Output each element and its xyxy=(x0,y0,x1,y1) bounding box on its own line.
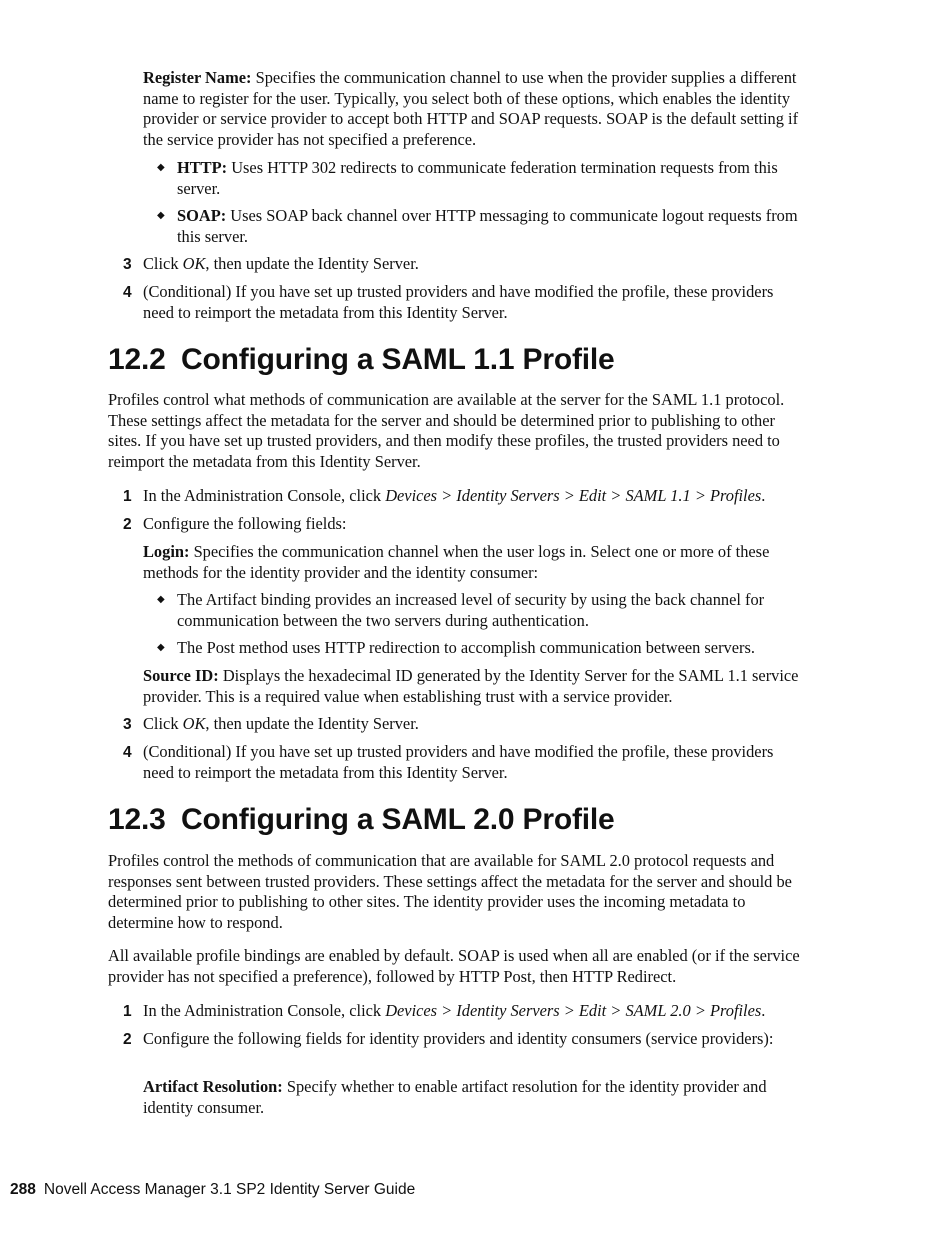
source-id-label: Source ID: xyxy=(143,666,219,685)
register-name-paragraph xyxy=(143,68,803,150)
ok-reference: OK xyxy=(182,714,206,733)
step-1-saml11 xyxy=(123,486,803,507)
step-number: 2 xyxy=(123,1031,132,1048)
step-text: In the Administration Console, click xyxy=(143,1001,386,1020)
section-12-3-intro-1 xyxy=(108,851,803,933)
step-text: , then update the Identity Server. xyxy=(205,254,419,273)
step-text: In the Administration Console, click xyxy=(143,486,386,505)
bullet-post xyxy=(157,638,803,659)
step-text: Click xyxy=(143,254,183,273)
bullet-text: The Artifact binding provides an increased level of security by using the back channel for communication between the two servers during authentication. xyxy=(177,590,765,630)
step-3-top xyxy=(123,254,803,275)
section-heading-12-2 xyxy=(108,342,614,378)
section-number: 12.3 xyxy=(108,803,166,836)
bullet-text: Uses HTTP 302 redirects to communicate federation termination requests from this server. xyxy=(177,158,778,198)
step-4-saml11 xyxy=(123,742,803,783)
section-title: Configuring a SAML 1.1 Profile xyxy=(181,343,615,376)
paragraph-text: Profiles control what methods of communication are available at the server for the SAML 1.1 protocol. These settings affect the metadata for the server and should be determined prior to publishing to other sites. If you have set up trusted providers, and then modify these profiles, the trusted providers need to reimport the metadata from this Identity Server. xyxy=(108,390,785,471)
step-number: 3 xyxy=(123,256,132,273)
bullet-diamond-icon: ◆ xyxy=(157,162,165,173)
step-4-top xyxy=(123,282,803,323)
bullet-diamond-icon: ◆ xyxy=(157,642,165,653)
register-name-text: Specifies the communication channel to use when the provider supplies a different name to register for the user. Typically, you select both of these options, which enables the identity provider or service provider to accept both HTTP and SOAP requests. SOAP is the default setting if the service provider has not specified a preference. xyxy=(143,68,799,149)
login-text: Specifies the communication channel when the user logs in. Select one or more of these methods for the identity provider and the identity consumer: xyxy=(143,542,770,582)
section-title: Configuring a SAML 2.0 Profile xyxy=(181,803,615,836)
bullet-diamond-icon: ◆ xyxy=(157,210,165,221)
source-id-text: Displays the hexadecimal ID generated by the Identity Server for the SAML 1.1 service provider. This is a required value when establishing trust with a service provider. xyxy=(143,666,799,706)
step-2-saml11 xyxy=(123,514,803,535)
step-number: 2 xyxy=(123,516,132,533)
artifact-resolution-text: Specify whether to enable artifact resolution for the identity provider and identity consumer. xyxy=(143,1077,767,1117)
page-number: 288 xyxy=(10,1181,36,1198)
bullet-soap xyxy=(157,206,803,247)
step-number: 4 xyxy=(123,284,132,301)
step-text: Configure the following fields for identity providers and identity consumers (service providers): xyxy=(143,1029,774,1048)
step-1-saml20 xyxy=(123,1001,803,1022)
step-text: Configure the following fields: xyxy=(143,514,347,533)
step-text: Click xyxy=(143,714,183,733)
step-number: 3 xyxy=(123,716,132,733)
artifact-resolution-label: Artifact Resolution: xyxy=(143,1077,283,1096)
bullet-http xyxy=(157,158,803,199)
step-2-saml20 xyxy=(123,1029,803,1050)
section-12-2-intro xyxy=(108,390,803,472)
step-text: . xyxy=(761,1001,766,1020)
bullet-artifact xyxy=(157,590,803,631)
artifact-resolution-paragraph xyxy=(143,1077,803,1118)
step-text: . xyxy=(761,486,766,505)
step-number: 4 xyxy=(123,744,132,761)
step-text: , then update the Identity Server. xyxy=(205,714,419,733)
section-heading-12-3 xyxy=(108,802,614,838)
page-footer xyxy=(10,1180,415,1200)
bullet-label: SOAP: xyxy=(177,206,227,225)
menu-path: Devices > Identity Servers > Edit > SAML 1.1 > Profiles xyxy=(385,486,762,505)
bullet-diamond-icon: ◆ xyxy=(157,594,165,605)
menu-path: Devices > Identity Servers > Edit > SAML 2.0 > Profiles xyxy=(385,1001,762,1020)
source-id-paragraph xyxy=(143,666,803,707)
bullet-label: HTTP: xyxy=(177,158,228,177)
paragraph-text: Profiles control the methods of communication that are available for SAML 2.0 protocol requests and responses sent between trusted providers. These settings affect the metadata for the server and should be determined prior to publishing to other sites. The identity provider uses the incoming metadata to determine how to respond. xyxy=(108,851,792,932)
paragraph-text: All available profile bindings are enabled by default. SOAP is used when all are enabled (or if the service provider has not specified a preference), followed by HTTP Post, then HTTP Redirect. xyxy=(108,946,800,986)
book-title: Novell Access Manager 3.1 SP2 Identity Server Guide xyxy=(43,1181,416,1198)
step-number: 1 xyxy=(123,1003,132,1020)
login-label: Login: xyxy=(143,542,190,561)
step-number: 1 xyxy=(123,488,132,505)
step-3-saml11 xyxy=(123,714,803,735)
register-name-label: Register Name: xyxy=(143,68,252,87)
step-text: (Conditional) If you have set up trusted providers and have modified the profile, these providers need to reimport the metadata from this Identity Server. xyxy=(143,742,774,782)
bullet-text: The Post method uses HTTP redirection to accomplish communication between servers. xyxy=(177,638,755,657)
step-text: (Conditional) If you have set up trusted providers and have modified the profile, these providers need to reimport the metadata from this Identity Server. xyxy=(143,282,774,322)
login-paragraph xyxy=(143,542,803,583)
ok-reference: OK xyxy=(182,254,206,273)
bullet-text: Uses SOAP back channel over HTTP messaging to communicate logout requests from this server. xyxy=(177,206,798,246)
section-number: 12.2 xyxy=(108,343,166,376)
section-12-3-intro-2 xyxy=(108,946,803,987)
